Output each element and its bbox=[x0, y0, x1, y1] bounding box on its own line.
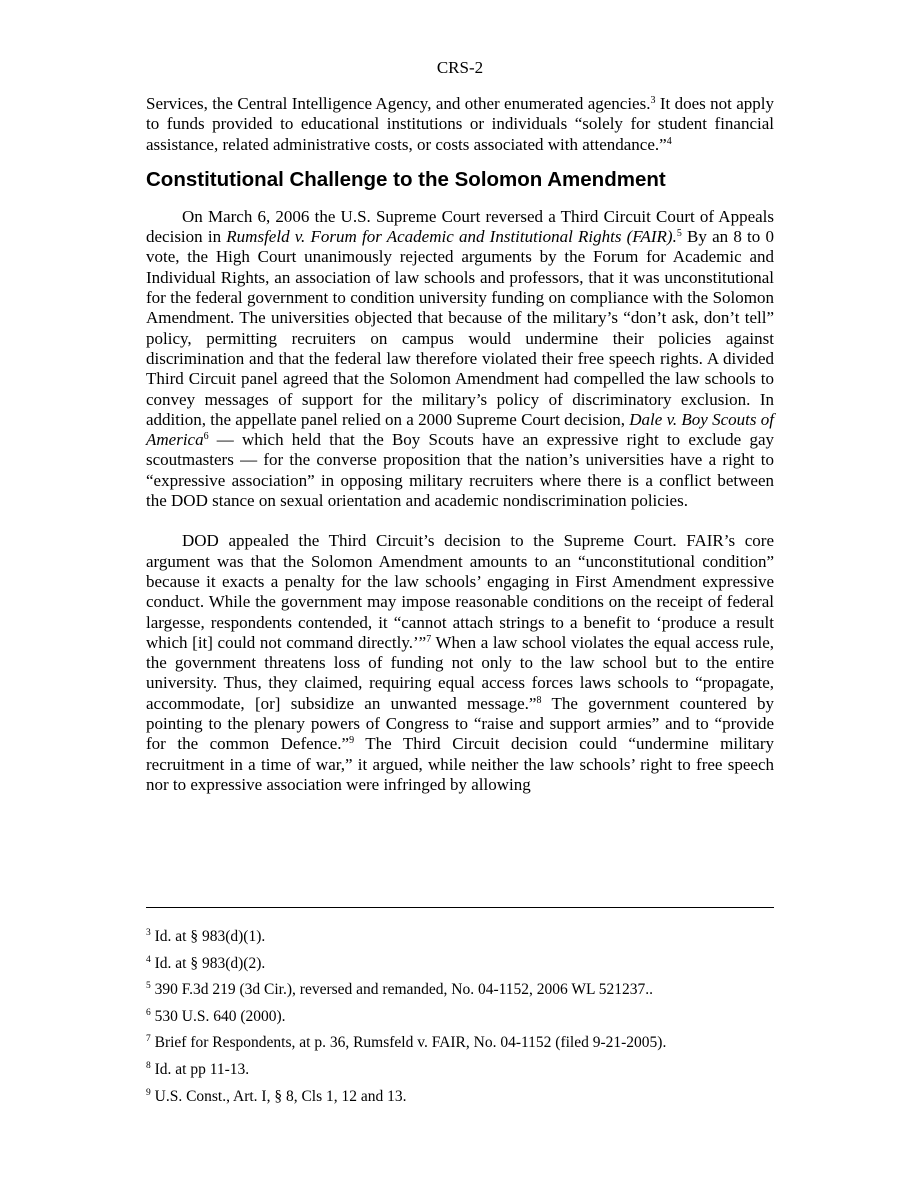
page-number-header: CRS-2 bbox=[436, 58, 484, 77]
footnote-ref-6[interactable]: 6 bbox=[203, 431, 209, 443]
footnote-text: Id. at pp 11-13. bbox=[150, 1060, 250, 1078]
paragraph-2-text-b: By an 8 to 0 vote, the High Court unanimously rejected arguments by the Forum for Academic and Individual Rights, an association of law schools and professors, that it was unconstitutional for the federal government to condition university funding on compliance with the Solomon Amendment. The universities objected that because of the military’s “don’t ask, don’t tell” policy, permitting recruiters on campus would undermine their policies against discrimination and that the federal law therefore violated their free speech rights. A divided Third Circuit panel agreed that the Solomon Amendment had compelled the law schools to convey messages of support for the military’s policy of discriminatory exclusion. In addition, the appellate panel relied on a 2000 Supreme Court decision, bbox=[146, 227, 774, 429]
paragraph-1-text-a: Services, the Central Intelligence Agency, and other enumerated agencies. bbox=[146, 94, 651, 113]
footnotes-list bbox=[146, 928, 786, 1114]
footnote bbox=[146, 955, 786, 982]
footnote bbox=[146, 1061, 786, 1088]
footnote bbox=[146, 1034, 786, 1061]
footnote-ref-8[interactable]: 8 bbox=[536, 694, 542, 706]
footnote-text: 390 F.3d 219 (3d Cir.), reversed and remanded, No. 04-1152, 2006 WL 521237.. bbox=[150, 981, 654, 999]
paragraph-3-text-a: DOD appealed the Third Circuit’s decision to the Supreme Court. FAIR’s core argument was that the Solomon Amendment amounts to an “unconstitutional condition” because it exacts a penalty for the law schools’ engaging in First Amendment expressive conduct. While the government may impose reasonable conditions on the receipt of federal largesse, respondents contended, it “cannot attach strings to a benefit to ‘produce a result which [it] could not command directly.’” bbox=[146, 531, 774, 652]
case-citation-dale: Dale v. Boy Scouts of America bbox=[146, 409, 774, 450]
footnote-number: 9 bbox=[146, 1087, 151, 1098]
paragraph-1 bbox=[146, 94, 774, 155]
footnote-text: Id. at § 983(d)(1). bbox=[150, 928, 266, 945]
footnote-number: 6 bbox=[146, 1007, 151, 1018]
paragraph-3-text-c: The government countered by pointing to the plenary powers of Congress to “raise and support armies” and to “provide for the common Defence.” bbox=[146, 693, 775, 754]
paragraph-3-text-d: The Third Circuit decision could “undermine military recruitment in a time of war,” it argued, while neither the law schools’ right to free speech nor to expressive association were infringed by allowing bbox=[146, 734, 774, 794]
footnote bbox=[146, 928, 786, 955]
footnote-text: Id. at § 983(d)(2). bbox=[150, 954, 266, 972]
footnote bbox=[146, 981, 786, 1008]
footnote-text: 530 U.S. 640 (2000). bbox=[150, 1007, 286, 1025]
footnote-number: 7 bbox=[146, 1034, 151, 1045]
footnote-ref-5[interactable]: 5 bbox=[676, 228, 682, 240]
case-citation-fair: Rumsfeld v. Forum for Academic and Institutional Rights (FAIR). bbox=[226, 227, 677, 247]
footnote-ref-4[interactable]: 4 bbox=[666, 135, 672, 147]
paragraph-3 bbox=[146, 531, 774, 795]
footnote-number: 8 bbox=[146, 1060, 151, 1071]
footnote bbox=[146, 1088, 786, 1115]
footnote-divider bbox=[146, 907, 774, 908]
body-text bbox=[146, 94, 774, 795]
footnote-number: 3 bbox=[146, 928, 151, 938]
paragraph-2-text-a: On March 6, 2006 the U.S. Supreme Court reversed a Third Circuit Court of Appeals decision in bbox=[146, 206, 774, 247]
paragraph-1-text-b: It does not apply to funds provided to educational institutions or individuals “solely for student financial assistance, related administrative costs, or costs associated with attendance.” bbox=[146, 94, 774, 154]
section-heading: Constitutional Challenge to the Solomon Amendment bbox=[146, 167, 666, 191]
footnote-number: 5 bbox=[146, 981, 151, 992]
footnote-ref-7[interactable]: 7 bbox=[426, 633, 432, 645]
footnote-ref-9[interactable]: 9 bbox=[349, 735, 355, 747]
footnote-text: U.S. Const., Art. I, § 8, Cls 1, 12 and 13. bbox=[150, 1087, 407, 1105]
footnote-ref-3[interactable]: 3 bbox=[650, 95, 656, 106]
paragraph-2-text-c: — which held that the Boy Scouts have an expressive right to exclude gay scoutmasters — for the converse proposition that the nation’s universities have a right to “expressive association” in opposing military recruiters where there is a conflict between the DOD stance on sexual orientation and academic nondiscrimination policies. bbox=[146, 430, 774, 511]
footnote-text: Brief for Respondents, at p. 36, Rumsfeld v. FAIR, No. 04-1152 (filed 9-21-2005). bbox=[150, 1034, 667, 1052]
paragraph-3-text-b: When a law school violates the equal access rule, the government threatens loss of funding not only to the law school but to the entire university. Thus, they claimed, requiring equal access forces laws schools to “propagate, accommodate, [or] subsidize an unwanted message.” bbox=[146, 632, 775, 713]
footnote-number: 4 bbox=[146, 954, 151, 965]
paragraph-2 bbox=[146, 207, 774, 511]
paragraph-spacer bbox=[146, 511, 774, 531]
footnote bbox=[146, 1008, 786, 1035]
